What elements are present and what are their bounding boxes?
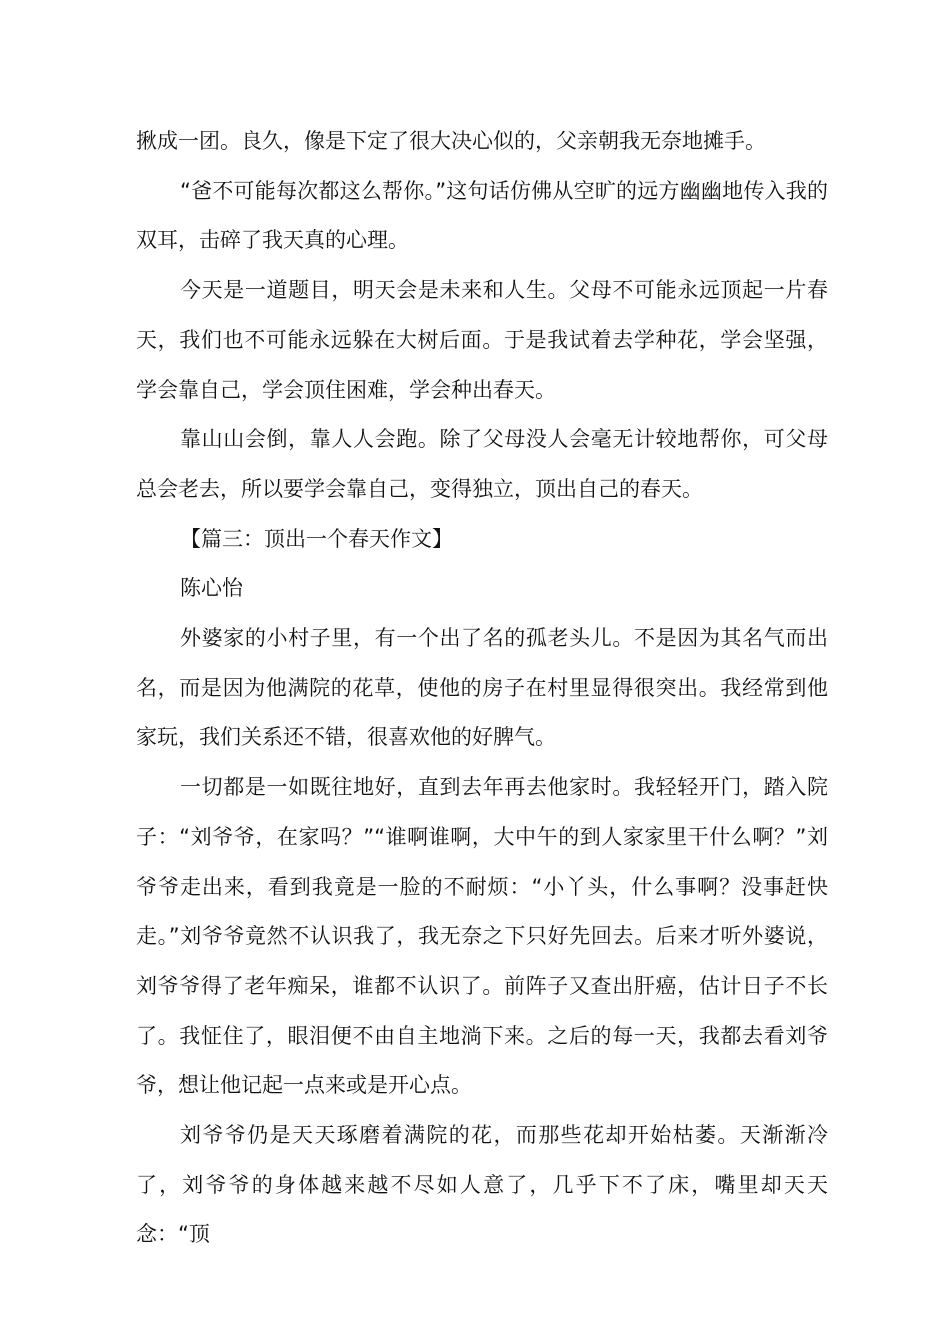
paragraph-3: 今天是一道题目，明天会是未来和人生。父母不可能永远顶起一片春天，我们也不可能永远躲在大树后面。于是我试着去学种花，学会坚强，学会靠自己，学会顶住困难，学会种出春天。 (136, 278, 828, 402)
paragraph-6: 一切都是一如既往地好，直到去年再去他家时。我轻轻开门，踏入院子：“刘爷爷，在家吗？”“谁啊谁啊，大中午的到人家家里干什么啊？”刘爷爷走出来，看到我竟是一脸的不耐烦：“小丫头，什么事啊？没事赶快走。”刘爷爷竟然不认识我了，我无奈之下只好先回去。后来才听外婆说，刘爷爷得了老年痴呆，谁都不认识了。前阵子又查出肝癌，估计日子不长了。我怔住了，眼泪便不由自主地淌下来。之后的每一天，我都去看刘爷爷，想让他记起一点来或是开心点。 (136, 775, 828, 1098)
paragraph-4: 靠山山会倒，靠人人会跑。除了父母没人会毫无计较地帮你，可父母总会老去，所以要学会靠自己，变得独立，顶出自己的春天。 (136, 427, 828, 501)
essay-body (136, 117, 828, 1260)
section-heading: 【篇三：顶出一个春天作文】 (180, 526, 453, 551)
paragraph-5: 外婆家的小村子里，有一个出了名的孤老头儿。不是因为其名气而出名，而是因为他满院的花草，使他的房子在村里显得很突出。我经常到他家玩，我们关系还不错，很喜欢他的好脾气。 (136, 626, 828, 750)
paragraph-2: “爸不可能每次都这么帮你。”这句话仿佛从空旷的远方幽幽地传入我的双耳，击碎了我天真的心理。 (136, 178, 828, 253)
author-name: 陈心怡 (180, 576, 243, 601)
paragraph-7: 刘爷爷仍是天天琢磨着满院的花，而那些花却开始枯萎。天渐渐冷了，刘爷爷的身体越来越不尽如人意了，几乎下不了床，嘴里却天天念：“顶 (136, 1123, 828, 1247)
paragraph-1: 揪成一团。良久，像是下定了很大决心似的，父亲朝我无奈地摊手。 (136, 129, 766, 153)
